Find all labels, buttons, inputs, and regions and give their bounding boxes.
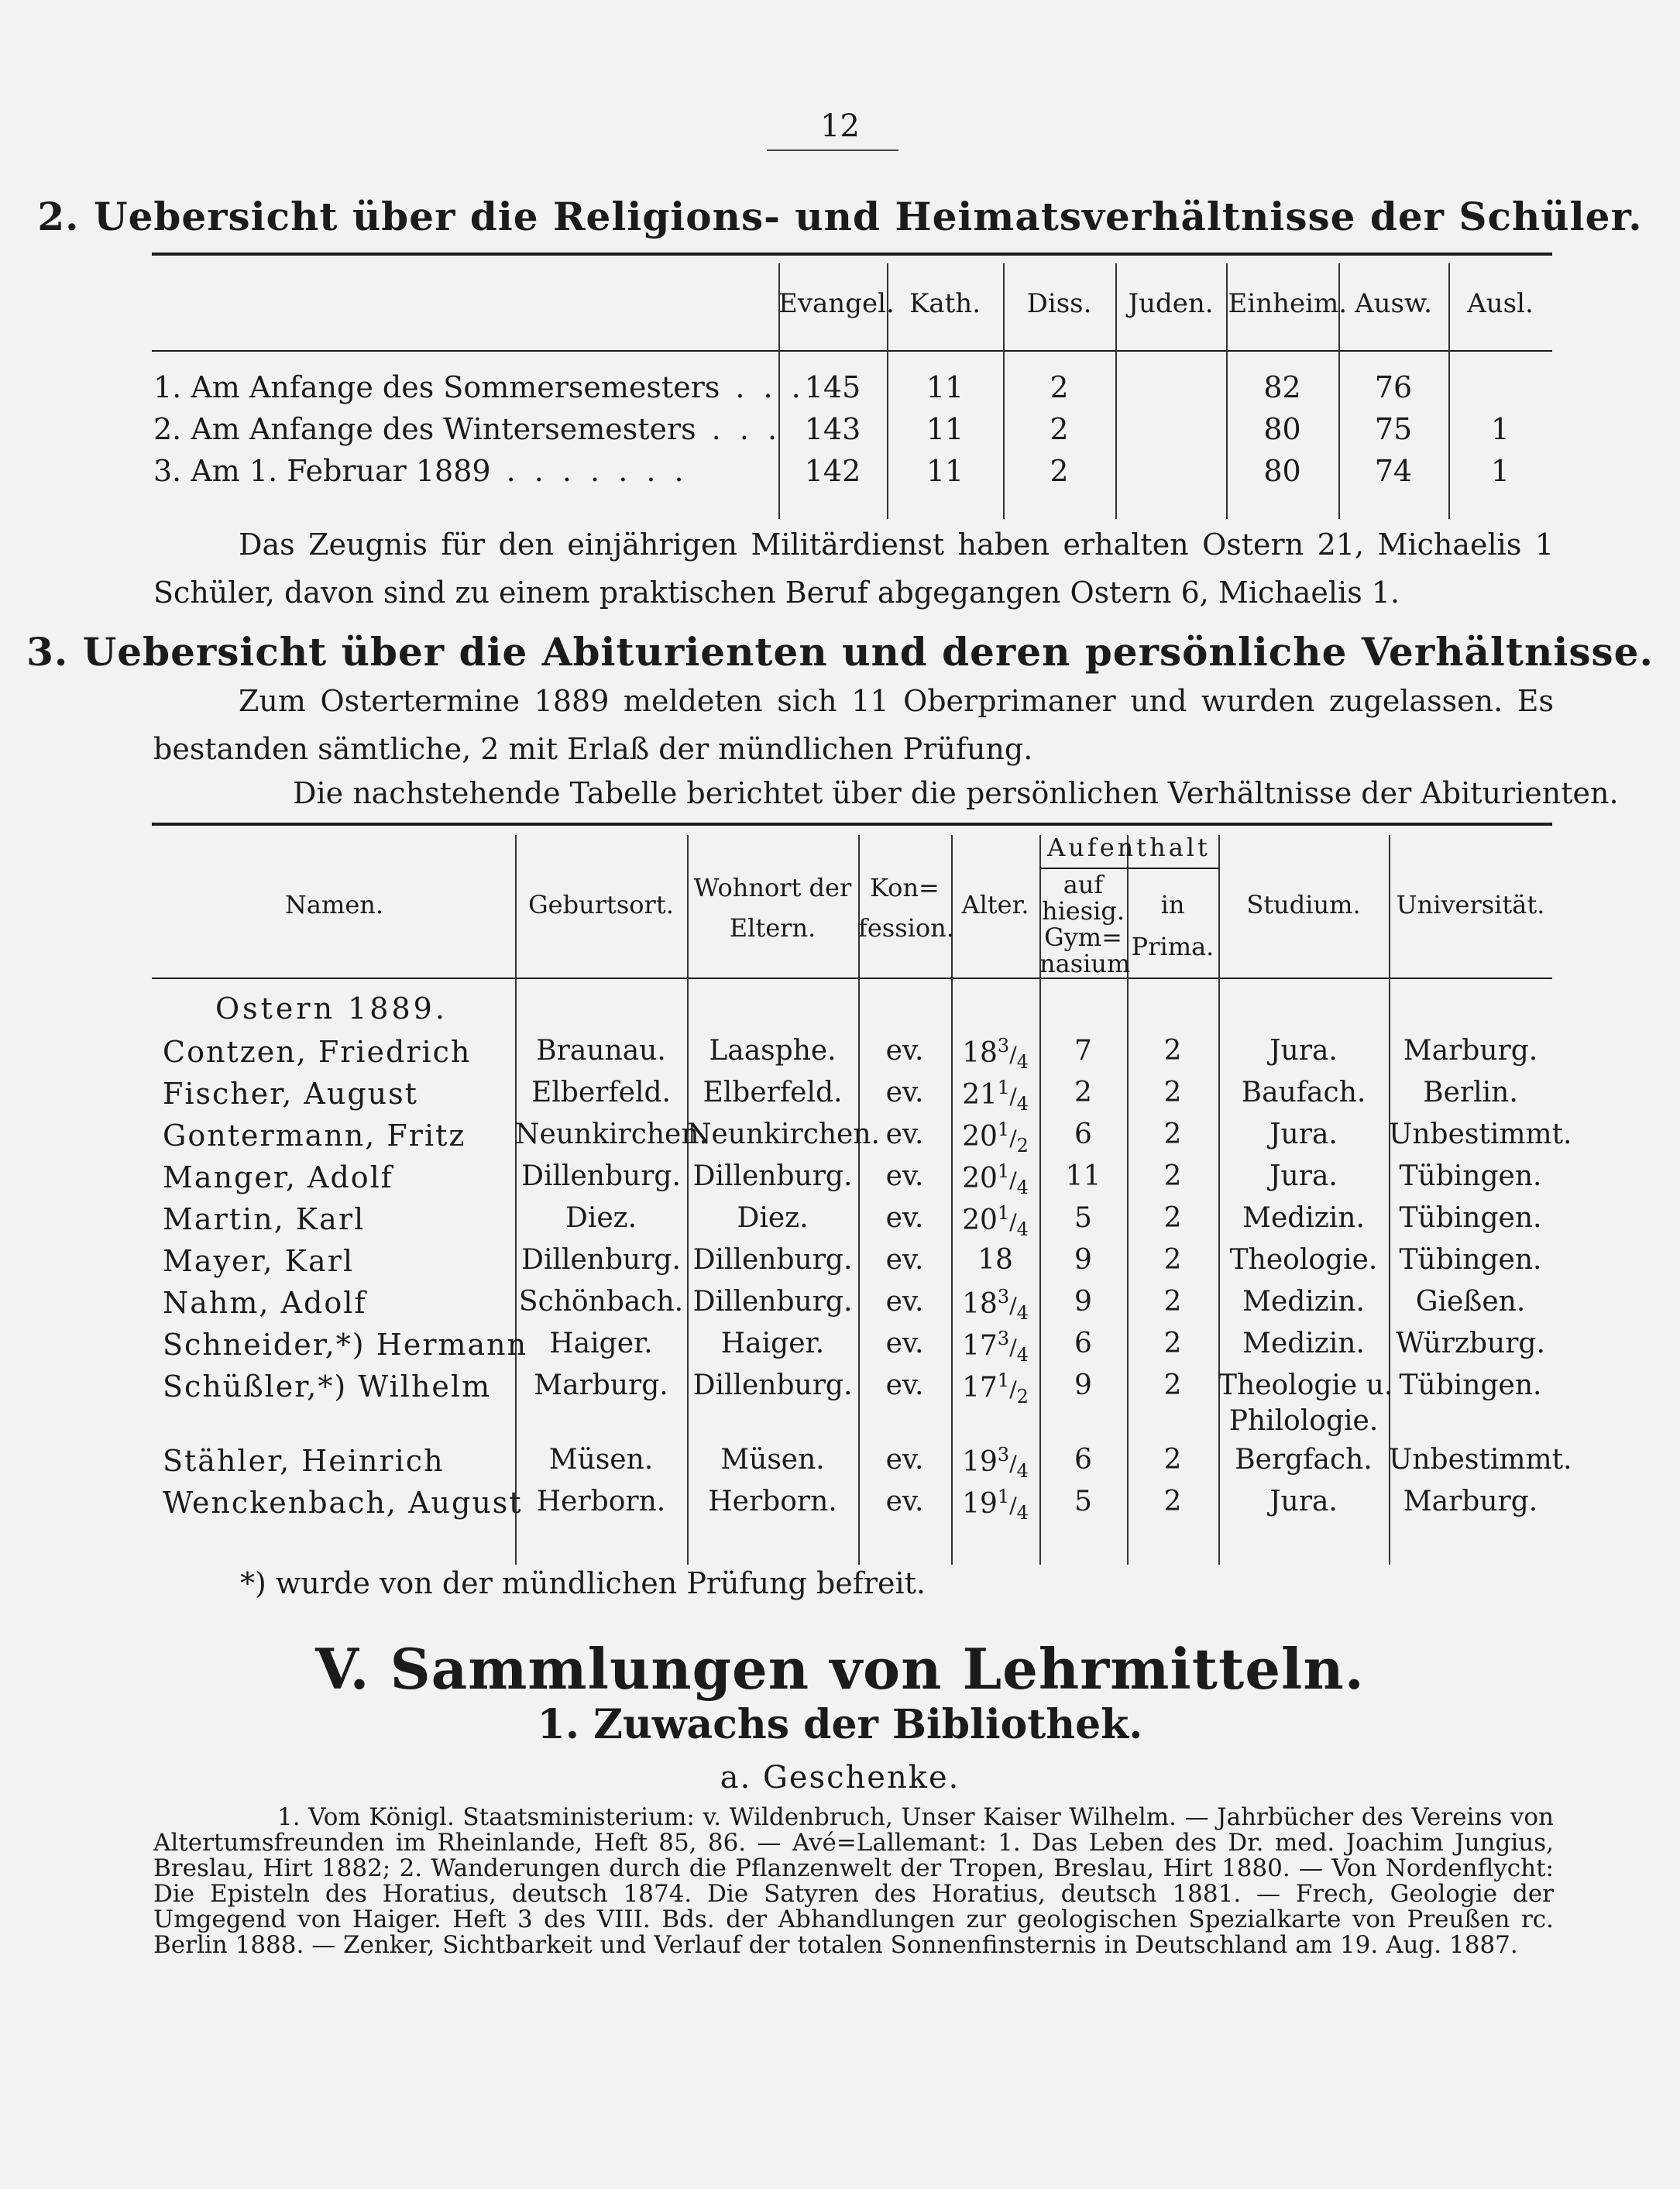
table2-alter	[951, 1244, 1039, 1276]
table1-header: Ausl.	[1467, 288, 1534, 319]
table2-universitaet: Würzburg.	[1396, 1328, 1545, 1359]
table2-alter-den: 2	[1016, 1386, 1029, 1408]
table2-header: Universität.	[1396, 890, 1545, 919]
table2-konfession: ev.	[885, 1486, 924, 1517]
library-gifts-text: 1. Vom Königl. Staatsministerium: v. Wildenbruch, Unser Kaiser Wilhelm. — Jahrbücher des Vereins von Altertumsfreunden im Rheinlande, Heft 85, 86. — Avé=Lallemant: 1. Das Leben des Dr. med. Joachim Jungius, Breslau, Hirt 1882; 2. Wanderungen durch die Pflanzenwelt der Tropen, Breslau, Hirt 1880. — Von Nordenflycht: Die Episteln des Horatius, deutsch 1874. Die Satyren des Horatius, deutsch 1881. — Frech, Geologie der Umgegend von Haiger. Heft 3 des VIII. Bds. der Abhandlungen zur geologischen Spezialkarte von Preußen rc. Berlin 1888. — Zenker, Sichtbarkeit und Verlauf der totalen Sonnenfinsternis in Deutschland am 19. Aug. 1887.	[153, 1803, 1554, 1959]
table2-header: Studium.	[1246, 890, 1361, 919]
table2-gymnasium: 9	[1074, 1369, 1092, 1401]
table2-studium: Jura.	[1269, 1486, 1338, 1517]
table2-alter	[951, 1286, 1039, 1324]
table2-universitaet: Unbestimmt.	[1389, 1119, 1572, 1150]
table2-geburtsort: Müsen.	[548, 1444, 654, 1476]
table1-header: Diss.	[1026, 288, 1092, 319]
page-number: 12	[820, 108, 860, 144]
table-intro: Die nachstehende Tabelle berichtet über die persönlichen Verhältnisse der Abiturienten.	[293, 776, 1619, 810]
table2-name: Fischer, August	[163, 1077, 418, 1111]
table1-header: Einheim.	[1228, 288, 1348, 319]
table2-gymnasium: 2	[1074, 1077, 1092, 1108]
table2-alter	[951, 1119, 1039, 1156]
table1-row-label-text: 3. Am 1. Februar 1889	[153, 454, 491, 488]
table2-studium: Baufach.	[1241, 1077, 1366, 1108]
table2-prima: 2	[1163, 1244, 1182, 1276]
table2-konfession: ev.	[885, 1035, 924, 1067]
table2-alter-whole: 21	[962, 1079, 998, 1111]
table2-alter-num: 1	[997, 1119, 1010, 1140]
table2-alter	[951, 1486, 1039, 1524]
table2-wohnort: Dillenburg.	[692, 1244, 853, 1276]
table2-universitaet: Unbestimmt.	[1389, 1444, 1572, 1476]
table2-geburtsort: Herborn.	[536, 1486, 666, 1517]
table2-universitaet: Gießen.	[1415, 1286, 1526, 1318]
table2-name: Nahm, Adolf	[163, 1286, 367, 1320]
table2-header: in	[1160, 890, 1185, 919]
table1-header: Juden.	[1128, 288, 1214, 319]
table2-geburtsort: Haiger.	[549, 1328, 653, 1359]
table2-header-aufenthalt: Aufenthalt	[1047, 833, 1211, 862]
table2-universitaet: Tübingen.	[1399, 1244, 1542, 1276]
table1-header-rule	[152, 350, 1552, 352]
table1-cell: 2	[1050, 370, 1069, 404]
table2-alter-num: 3	[997, 1444, 1010, 1466]
table1-row-dots: . . .	[735, 370, 806, 404]
table2-studium: Theologie u.	[1218, 1369, 1393, 1401]
table1-header: Evangel.	[778, 288, 895, 319]
table2-alter	[951, 1444, 1039, 1482]
table2-studium: Bergfach.	[1235, 1444, 1373, 1476]
table2-studium: Jura.	[1269, 1160, 1338, 1192]
table2-header: Kon=	[870, 873, 940, 902]
table2-alter-whole: 18	[962, 1288, 998, 1320]
table2-wohnort: Dillenburg.	[692, 1369, 853, 1401]
table2-alter-num: 1	[997, 1369, 1010, 1391]
table2-alter	[951, 1369, 1039, 1407]
table2-header: Wohnort der	[693, 873, 852, 902]
table2-name: Gontermann, Fritz	[163, 1119, 466, 1153]
table2-gymnasium: 5	[1074, 1486, 1092, 1517]
table2-aufenthalt-rule	[1039, 868, 1218, 869]
table2-prima: 2	[1163, 1486, 1182, 1517]
table2-alter-slash: /	[1009, 1084, 1017, 1109]
table2-geburtsort: Dillenburg.	[521, 1160, 681, 1192]
table1-cell: 2	[1050, 412, 1069, 446]
table2-gymnasium: 6	[1074, 1444, 1092, 1476]
table2-konfession: ev.	[885, 1444, 924, 1476]
table2-wohnort: Dillenburg.	[692, 1286, 853, 1318]
table2-header: Namen.	[284, 890, 384, 919]
table2-alter-whole: 17	[962, 1330, 998, 1362]
table1-cell: 74	[1374, 454, 1413, 488]
table2-alter-whole: 20	[962, 1121, 998, 1153]
page-number-rule	[767, 149, 898, 151]
table1-cell: 2	[1050, 454, 1069, 488]
table1-cell: 11	[926, 412, 964, 446]
table2-alter-whole: 17	[962, 1372, 998, 1404]
table2-alter-den: 4	[1016, 1051, 1029, 1074]
table2-wohnort: Herborn.	[708, 1486, 837, 1517]
table2-header-rule	[152, 978, 1552, 979]
table2-alter-whole: 20	[962, 1204, 998, 1236]
table2-name: Martin, Karl	[163, 1202, 366, 1236]
table1-cell: 142	[804, 454, 861, 488]
table2-wohnort: Dillenburg.	[692, 1160, 853, 1192]
section-v-subsubtitle: a. Geschenke.	[720, 1760, 960, 1796]
military-note-text: Das Zeugnis für den einjährigen Militärdienst haben erhalten Ostern 21, Michaelis 1 Schüler, davon sind zu einem praktischen Beruf abgegangen Ostern 6, Michaelis 1.	[153, 527, 1554, 610]
table2-alter-den: 4	[1016, 1302, 1029, 1325]
table1-top-rule	[152, 253, 1552, 256]
table2-alter-num: 3	[997, 1286, 1010, 1308]
table2-alter-slash: /	[1009, 1042, 1017, 1067]
table2-header: fession.	[858, 913, 954, 943]
table2-konfession: ev.	[885, 1202, 924, 1234]
table1-cell: 80	[1263, 454, 1301, 488]
table2-alter-den: 4	[1016, 1218, 1029, 1241]
table1-cell: 75	[1374, 412, 1413, 446]
table2-studium: Medizin.	[1242, 1202, 1365, 1234]
table2-alter-slash: /	[1009, 1125, 1017, 1151]
table2-alter-slash: /	[1009, 1293, 1017, 1318]
table2-wohnort: Elberfeld.	[703, 1077, 843, 1108]
table2-alter-den: 2	[1016, 1135, 1029, 1157]
table2-header: Prima.	[1131, 932, 1214, 961]
table2-prima: 2	[1163, 1369, 1182, 1401]
table1-row-label-text: 1. Am Anfange des Sommersemesters	[153, 370, 720, 404]
table1-row-dots: . . . . . . .	[506, 454, 689, 488]
table1-row-label-text: 2. Am Anfange des Wintersemesters	[153, 412, 696, 446]
table2-alter	[951, 1160, 1039, 1198]
table2-alter-den: 4	[1016, 1177, 1029, 1199]
table2-alter	[951, 1077, 1039, 1115]
table2-name: Contzen, Friedrich	[163, 1035, 472, 1069]
table2-studium-line2: Philologie.	[1228, 1405, 1379, 1437]
footnote: *) wurde von der mündlichen Prüfung befreit.	[240, 1566, 926, 1600]
section-v-subtitle: 1. Zuwachs der Bibliothek.	[537, 1701, 1143, 1748]
table2-universitaet: Marburg.	[1403, 1486, 1538, 1517]
table2-wohnort: Laasphe.	[709, 1035, 837, 1067]
section-2-title: 2. Uebersicht über die Religions- und Heimatsverhältnisse der Schüler.	[37, 194, 1643, 239]
table2-prima: 2	[1163, 1286, 1182, 1318]
table2-studium: Theologie.	[1229, 1244, 1378, 1276]
table2-alter-slash: /	[1009, 1167, 1017, 1193]
table2-universitaet: Berlin.	[1423, 1077, 1518, 1108]
table2-geburtsort: Neunkirchen.	[515, 1119, 708, 1150]
table2-studium: Jura.	[1269, 1119, 1338, 1150]
table1-row-label	[153, 370, 806, 404]
table2-studium: Medizin.	[1242, 1286, 1365, 1318]
table2-universitaet: Tübingen.	[1399, 1202, 1542, 1234]
table2-alter-den: 4	[1016, 1502, 1029, 1524]
table2-konfession: ev.	[885, 1160, 924, 1192]
table1-cell: 143	[804, 412, 861, 446]
table2-prima: 2	[1163, 1119, 1182, 1150]
table2-konfession: ev.	[885, 1369, 924, 1401]
table2-gymnasium: 7	[1074, 1035, 1092, 1067]
table2-header: auf	[1063, 870, 1104, 899]
table2-wohnort: Müsen.	[720, 1444, 825, 1476]
table2-header: hiesig.	[1041, 896, 1125, 926]
table2-geburtsort: Diez.	[565, 1202, 637, 1234]
table2-gymnasium: 5	[1074, 1202, 1092, 1234]
table2-alter-den: 4	[1016, 1460, 1029, 1483]
table2-alter-slash: /	[1009, 1376, 1017, 1402]
table2-name: Schüßler,*) Wilhelm	[163, 1369, 492, 1404]
table2-universitaet: Tübingen.	[1399, 1369, 1542, 1401]
library-gifts	[153, 1805, 1554, 1958]
table2-geburtsort: Dillenburg.	[521, 1244, 681, 1276]
table2-alter-num: 1	[997, 1486, 1010, 1507]
table2-gymnasium: 11	[1065, 1160, 1101, 1192]
table2-alter-num: 3	[997, 1328, 1010, 1349]
table2-gymnasium: 9	[1074, 1244, 1092, 1276]
table2-name: Mayer, Karl	[163, 1244, 355, 1278]
table2-konfession: ev.	[885, 1077, 924, 1108]
table2-universitaet: Tübingen.	[1399, 1160, 1542, 1192]
table2-alter-slash: /	[1009, 1451, 1017, 1476]
table2-gymnasium: 6	[1074, 1328, 1092, 1359]
table2-alter-whole: 19	[962, 1488, 998, 1520]
table2-konfession: ev.	[885, 1328, 924, 1359]
table1-row-label	[153, 412, 782, 446]
abitur-intro-text: Zum Ostertermine 1889 meldeten sich 11 Oberprimaner und wurden zugelassen. Es bestanden sämtliche, 2 mit Erlaß der mündlichen Prüfung.	[153, 684, 1554, 766]
table2-header: nasium	[1039, 949, 1131, 978]
table1-cell: 11	[926, 370, 964, 404]
table2-wohnort: Diez.	[737, 1202, 809, 1234]
table2-alter-slash: /	[1009, 1493, 1017, 1518]
table1-cell: 145	[804, 370, 861, 404]
table2-alter-whole: 18	[977, 1244, 1013, 1276]
table2-alter-whole: 20	[962, 1163, 998, 1194]
table2-prima: 2	[1163, 1077, 1182, 1108]
table2-top-rule	[152, 823, 1552, 826]
table2-alter-slash: /	[1009, 1209, 1017, 1235]
table2-geburtsort: Schönbach.	[518, 1286, 684, 1318]
table2-alter-den: 4	[1016, 1093, 1029, 1115]
abitur-intro	[153, 677, 1554, 773]
table2-header: Alter.	[961, 890, 1029, 919]
table2-prima: 2	[1163, 1035, 1182, 1067]
table2-studium: Medizin.	[1242, 1328, 1365, 1359]
table2-gymnasium: 9	[1074, 1286, 1092, 1318]
table1-header: Kath.	[909, 288, 981, 319]
table2-prima: 2	[1163, 1328, 1182, 1359]
table2-studium: Jura.	[1269, 1035, 1338, 1067]
table2-alter-slash: /	[1009, 1335, 1017, 1360]
table2-header: Geburtsort.	[528, 890, 674, 919]
table2-alter-num: 3	[997, 1035, 1010, 1057]
table2-prima: 2	[1163, 1202, 1182, 1234]
table2-alter-den: 4	[1016, 1344, 1029, 1366]
table2-alter	[951, 1035, 1039, 1073]
table2-header: Eltern.	[729, 913, 816, 943]
table2-alter-num: 1	[997, 1160, 1010, 1182]
table2-name: Wenckenbach, August	[163, 1486, 523, 1520]
table2-prima: 2	[1163, 1160, 1182, 1192]
table1-cell: 80	[1263, 412, 1301, 446]
table2-konfession: ev.	[885, 1286, 924, 1318]
table2-group-label: Ostern 1889.	[215, 991, 448, 1026]
table1-header: Ausw.	[1355, 288, 1432, 319]
table1-cell: 82	[1263, 370, 1301, 404]
table2-universitaet: Marburg.	[1403, 1035, 1538, 1067]
table2-gymnasium: 6	[1074, 1119, 1092, 1150]
table2-geburtsort: Elberfeld.	[531, 1077, 671, 1108]
table2-konfession: ev.	[885, 1119, 924, 1150]
military-note	[153, 521, 1554, 617]
table2-konfession: ev.	[885, 1244, 924, 1276]
table1-cell: 1	[1490, 412, 1510, 446]
table2-prima: 2	[1163, 1444, 1182, 1476]
table2-alter	[951, 1202, 1039, 1240]
table1-cell: 11	[926, 454, 964, 488]
table1-row-label	[153, 454, 689, 488]
table2-alter-whole: 18	[962, 1037, 998, 1069]
table2-name: Manger, Adolf	[163, 1160, 393, 1194]
table2-alter	[951, 1328, 1039, 1366]
table1-cell: 76	[1374, 370, 1413, 404]
table2-geburtsort: Marburg.	[534, 1369, 668, 1401]
table2-alter-num: 1	[997, 1202, 1010, 1224]
table2-name: Schneider,*) Hermann	[163, 1328, 528, 1362]
table2-header: Gym=	[1044, 923, 1122, 952]
table1-cell: 1	[1490, 454, 1510, 488]
table1-row-dots: . . .	[711, 412, 782, 446]
table2-wohnort: Neunkirchen.	[687, 1119, 880, 1150]
table2-geburtsort: Braunau.	[536, 1035, 666, 1067]
table2-alter-num: 1	[997, 1077, 1010, 1098]
section-v-title: V. Sammlungen von Lehrmitteln.	[315, 1636, 1365, 1702]
table2-name: Stähler, Heinrich	[163, 1444, 445, 1478]
table2-wohnort: Haiger.	[720, 1328, 825, 1359]
section-3-title: 3. Uebersicht über die Abiturienten und deren persönliche Verhältnisse.	[26, 629, 1654, 675]
table2-alter-whole: 19	[962, 1446, 998, 1478]
